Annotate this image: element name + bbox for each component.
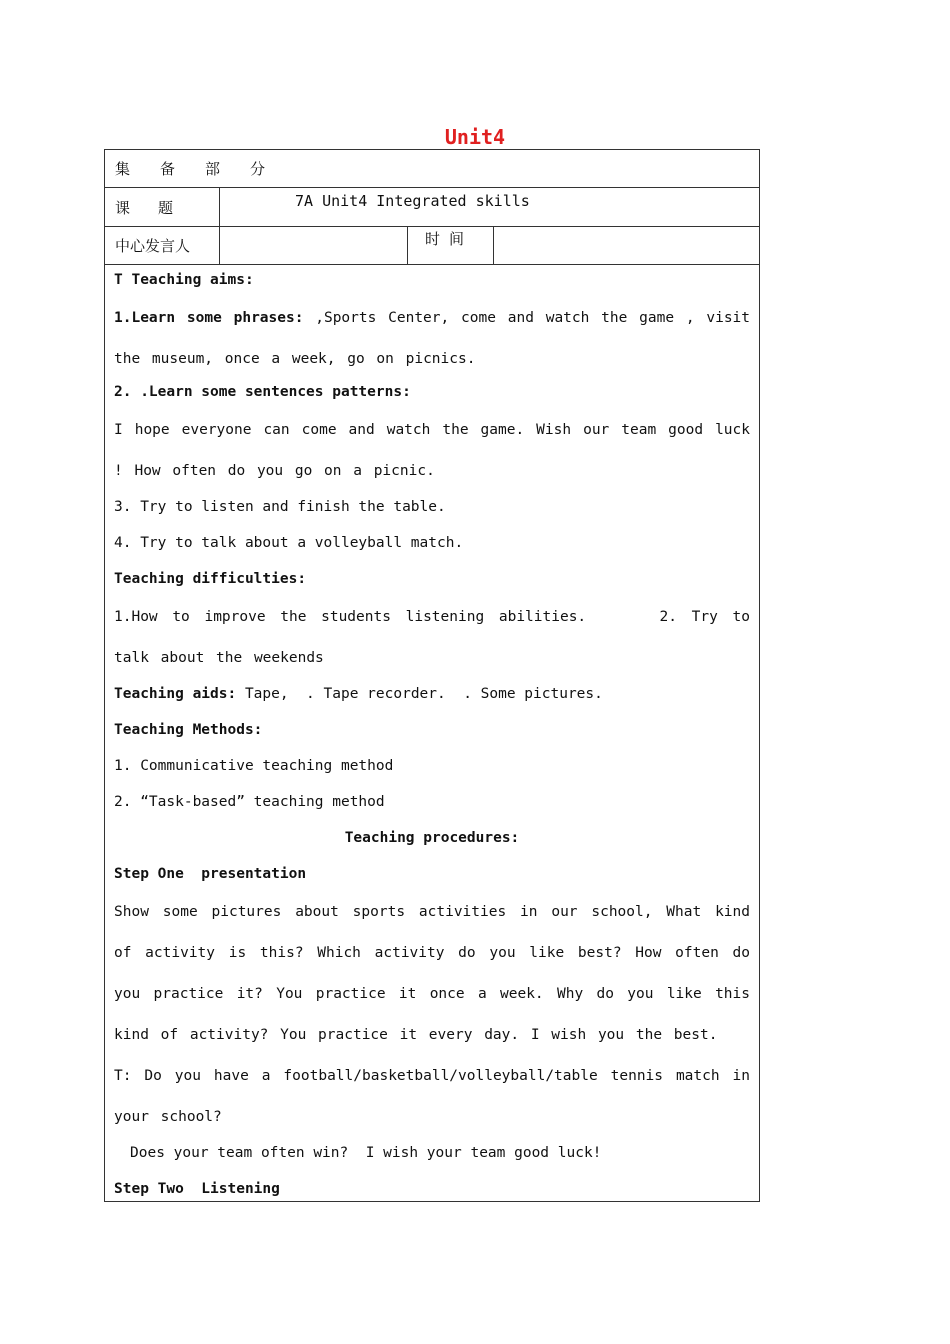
topic-value-cell bbox=[219, 188, 759, 226]
difficulties-heading: Teaching difficulties: bbox=[114, 571, 307, 587]
step-one-question-2: Does your team often win? I wish your team good luck! bbox=[130, 1145, 602, 1161]
method-1: 1. Communicative teaching method bbox=[114, 758, 394, 774]
topic-value: 7A Unit4 Integrated skills bbox=[295, 192, 530, 210]
lesson-plan-table bbox=[104, 149, 760, 1202]
aim-1-text: ,Sports Center, come and watch the game , visit the museum, once a week, go on picnics. bbox=[114, 310, 751, 367]
speaker-label: 中心发言人 bbox=[115, 237, 191, 255]
aim-1-label: 1.Learn some phrases: bbox=[114, 310, 304, 326]
time-value bbox=[493, 227, 759, 264]
speaker-value bbox=[219, 227, 407, 264]
header-row-topic bbox=[105, 188, 759, 227]
aim-3: 3. Try to listen and finish the table. bbox=[114, 499, 446, 515]
topic-label: 课题 bbox=[115, 198, 202, 217]
teaching-aids bbox=[114, 679, 750, 715]
aids-label: Teaching aids: bbox=[114, 686, 237, 702]
method-2: 2. “Task-based” teaching method bbox=[114, 794, 385, 810]
lesson-content bbox=[105, 265, 762, 1210]
aims-heading: T Teaching aims: bbox=[114, 272, 254, 288]
header-row-group bbox=[105, 150, 759, 188]
aim-4: 4. Try to talk about a volleyball match. bbox=[114, 535, 464, 551]
page-title: Unit4 bbox=[444, 125, 506, 149]
methods-heading: Teaching Methods: bbox=[114, 722, 263, 738]
step-two-heading: Step Two Listening bbox=[114, 1181, 280, 1197]
aids-text: Tape, . Tape recorder. . Some pictures. bbox=[236, 686, 603, 702]
header-row-speaker bbox=[105, 227, 759, 265]
aim-2-text: I hope everyone can come and watch the game. Wish our team good luck ! How often do you go on a picnic. bbox=[114, 422, 750, 479]
aim-2-heading: 2. .Learn some sentences patterns: bbox=[114, 384, 411, 400]
time-label-cell bbox=[407, 227, 493, 264]
step-one-text: Show some pictures about sports activities in our school, What kind of activity is this? Which activity do you like best? How often do you practice it? You practice it once a week. Why do you like this kind of activity? You practice it every day. I wish you the best. bbox=[114, 904, 750, 1043]
time-label: 时 间 bbox=[425, 230, 465, 248]
difficulties-text: 1.How to improve the students listening abilities. 2. Try to talk about the weekends bbox=[114, 609, 762, 666]
step-one-heading: Step One presentation bbox=[114, 866, 307, 882]
step-one-question: T: Do you have a football/basketball/volleyball/table tennis match in your school? bbox=[114, 1068, 750, 1125]
group-prep-label: 集备部分 bbox=[115, 160, 296, 178]
aim-1 bbox=[114, 298, 750, 380]
procedures-heading: Teaching procedures: bbox=[344, 830, 520, 846]
